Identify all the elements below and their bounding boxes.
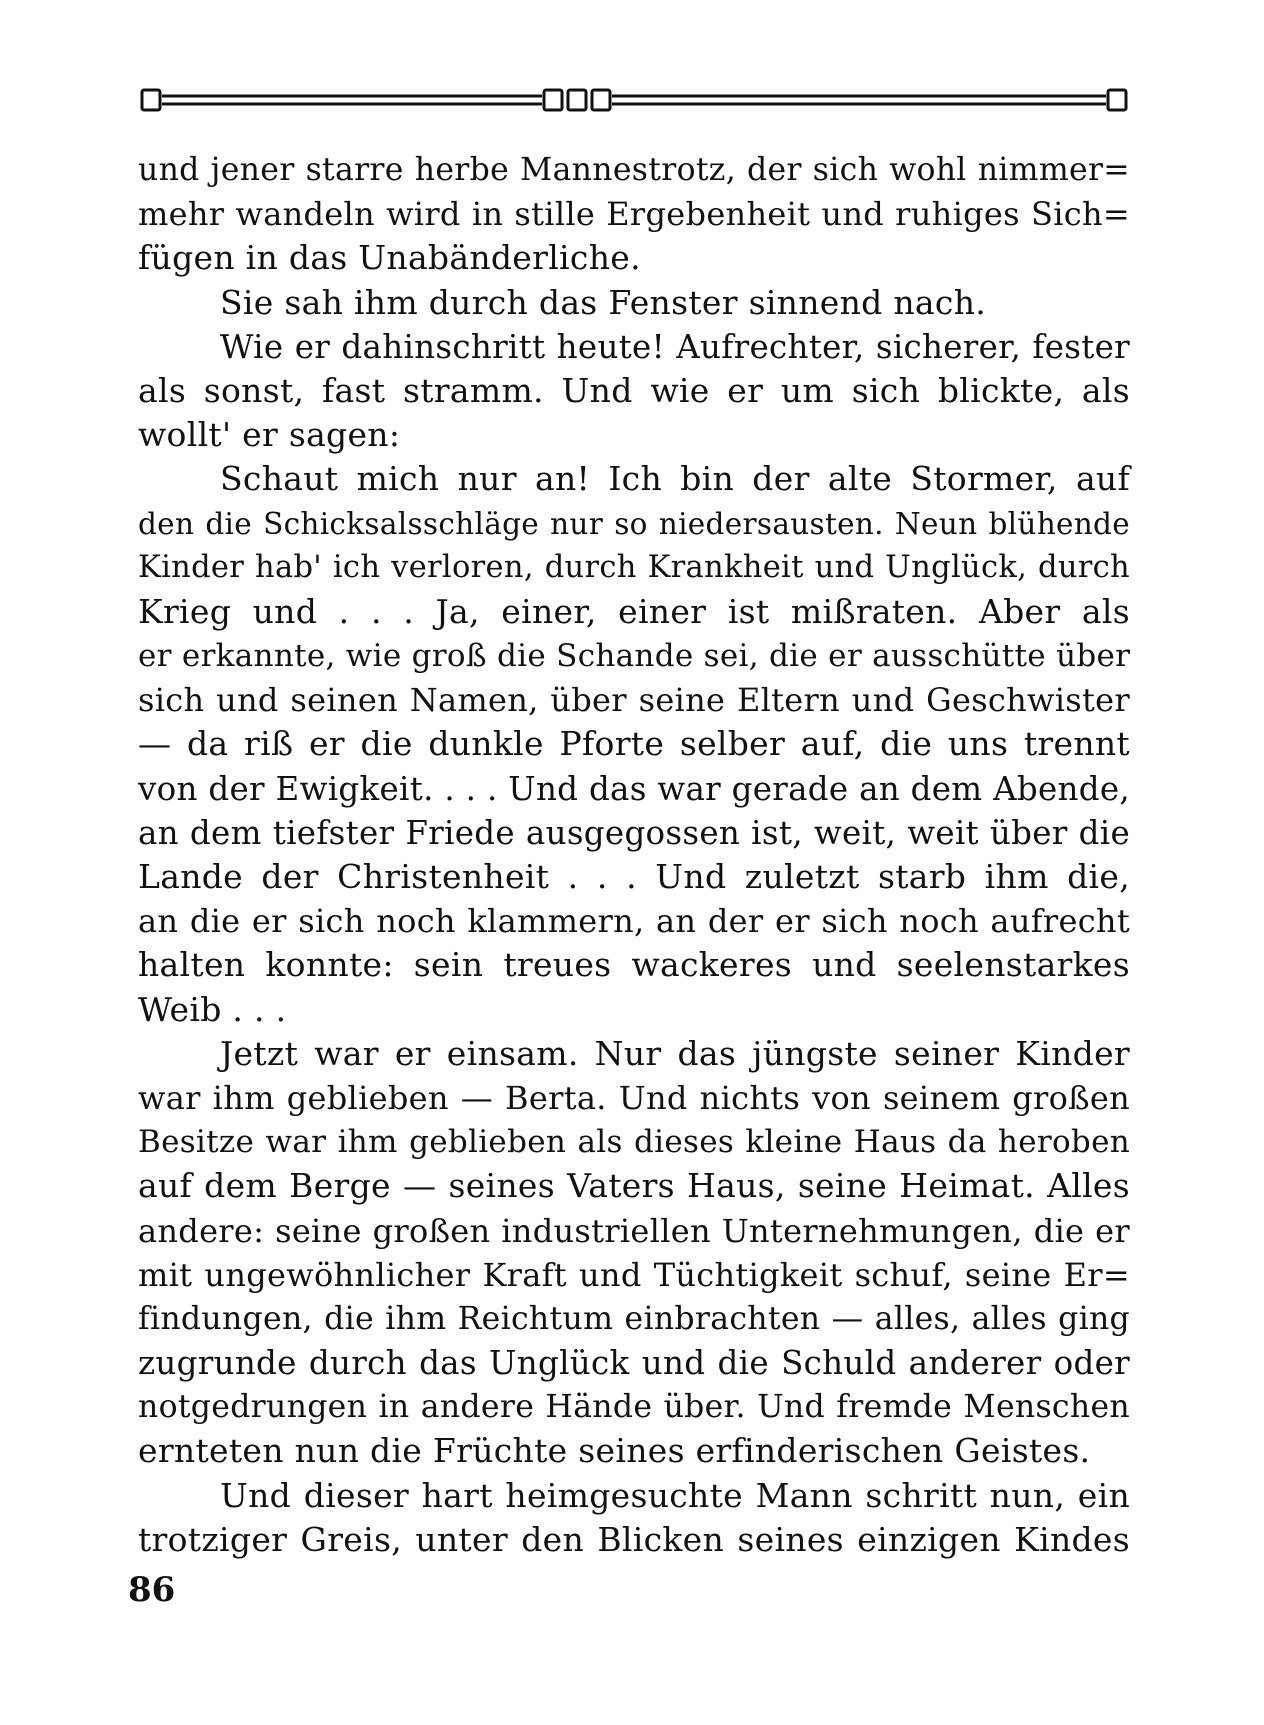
text-line: auf dem Berge — seines Vaters Haus, seine Heimat. Alles — [138, 1166, 1130, 1206]
text-line: von der Ewigkeit. . . . Und das war gerade an dem Abende, — [138, 769, 1130, 808]
header-ornament-rule — [140, 86, 1130, 114]
text-line: findungen, die ihm Reichtum einbrachten — alles, alles ging — [138, 1300, 1130, 1337]
text-line: Lande der Christenheit . . . Und zuletzt starb ihm die, — [138, 857, 1130, 896]
ornament-square-right — [1108, 90, 1126, 110]
body-text — [138, 148, 1130, 1562]
text-line: halten konnte: sein treues wackeres und seelenstarkes — [138, 945, 1130, 985]
paragraph-start: Jetzt war er einsam. Nur das jüngste seiner Kinder — [220, 1033, 1130, 1073]
text-line: wollt' er sagen: — [138, 415, 401, 455]
text-line: war ihm geblieben — Berta. Und nichts von seinem großen — [138, 1078, 1130, 1117]
text-line: Kinder hab' ich verloren, durch Krankheit und Unglück, durch — [138, 549, 1130, 585]
text-line: an die er sich noch klammern, an der er sich noch aufrecht — [138, 902, 1130, 941]
text-line: Besitze war ihm geblieben als dieses kleine Haus da heroben — [138, 1124, 1130, 1161]
paragraph-start: Und dieser hart heimgesuchte Mann schritt nun, ein — [220, 1475, 1130, 1515]
text-line: Weib . . . — [138, 989, 287, 1029]
paragraph-start: Wie er dahinschritt heute! Aufrechter, sicherer, fester — [220, 327, 1130, 366]
ornament-square-center-1 — [544, 90, 562, 110]
text-line: zugrunde durch das Unglück und die Schuld anderer oder — [138, 1344, 1130, 1383]
text-line: und jener starre herbe Mannestrotz, der sich wohl nimmer= — [138, 152, 1130, 188]
text-line: notgedrungen in andere Hände über. Und fremde Menschen — [138, 1389, 1130, 1426]
text-line: andere: seine großen industriellen Unternehmungen, die er — [138, 1211, 1130, 1250]
text-line: fügen in das Unabänderliche. — [138, 238, 641, 278]
text-line: als sonst, fast stramm. Und wie er um sich blickte, als — [138, 370, 1130, 410]
text-line: mit ungewöhnlicher Kraft und Tüchtigkeit schuf, seine Er= — [138, 1255, 1130, 1294]
text-line: er erkannte, wie groß die Schande sei, die er ausschütte über — [138, 638, 1131, 675]
text-line: — da riß er die dunkle Pforte selber auf, die uns trennt — [138, 724, 1130, 764]
text-line: den die Schicksalsschläge nur so niedersausten. Neun blühende — [138, 506, 1130, 541]
text-line: sich und seinen Namen, über seine Eltern und Geschwister — [138, 681, 1130, 720]
paragraph-start: Schaut mich nur an! Ich bin der alte Stormer, auf — [220, 459, 1130, 499]
ornament-square-center-3 — [592, 90, 610, 110]
page-number: 86 — [128, 1570, 176, 1610]
text-line: mehr wandeln wird in stille Ergebenheit und ruhiges Sich= — [138, 195, 1130, 234]
text-line: an dem tiefster Friede ausgegossen ist, weit, weit über die — [138, 813, 1130, 852]
text-line: Krieg und . . . Ja, einer, einer ist mißraten. Aber als — [138, 591, 1130, 631]
text-line: trotziger Greis, unter den Blicken seines einzigen Kindes — [138, 1519, 1130, 1559]
paragraph-start: Sie sah ihm durch das Fenster sinnend nach. — [220, 282, 987, 322]
ornament-square-left — [142, 90, 160, 110]
text-line: ernteten nun die Früchte seines erfinderischen Geistes. — [138, 1431, 1091, 1471]
ornament-square-center-2 — [568, 90, 586, 110]
